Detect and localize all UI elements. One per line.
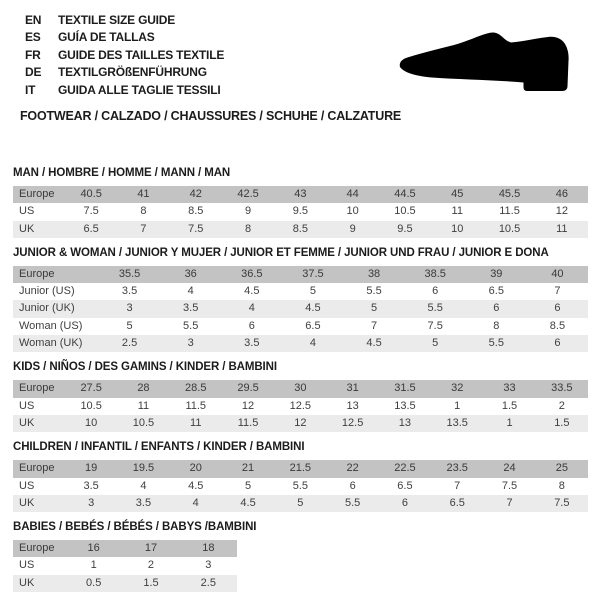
lang-row-es (25, 29, 224, 46)
size-cell: 17 (122, 540, 179, 557)
size-cell: 25 (536, 460, 588, 477)
size-cell: 5.5 (466, 335, 527, 352)
row-label: US (13, 203, 65, 220)
size-cell: 33.5 (536, 380, 588, 397)
size-cell: 44 (326, 186, 378, 203)
size-cell: 5.5 (405, 300, 466, 317)
lang-title: GUÍA DE TALLAS (58, 30, 155, 45)
man-size-table (13, 186, 588, 238)
lang-title: GUIDA ALLE TAGLIE TESSILI (58, 82, 221, 97)
language-title-list (25, 12, 224, 99)
size-cell: 16 (65, 540, 122, 557)
row-label: UK (13, 221, 65, 238)
size-cell: 18 (180, 540, 237, 557)
row-label: Woman (US) (13, 318, 99, 335)
size-cell: 41 (117, 186, 169, 203)
size-cell: 1.5 (536, 415, 588, 432)
junior-woman-size-section (13, 247, 588, 352)
size-cell: 2 (122, 557, 179, 574)
table-row (13, 318, 588, 335)
size-cell: 12.5 (274, 398, 326, 415)
size-cell: 10.5 (483, 221, 535, 238)
size-cell: 12 (536, 203, 588, 220)
category-heading: FOOTWEAR / CALZADO / CHAUSSURES / SCHUHE / CALZATURE (20, 109, 402, 123)
table-row (13, 495, 588, 512)
size-cell: 31.5 (379, 380, 431, 397)
size-cell: 42.5 (222, 186, 274, 203)
table-row (13, 415, 588, 432)
table-row (13, 398, 588, 415)
size-cell: 13.5 (431, 415, 483, 432)
size-cell: 9.5 (274, 203, 326, 220)
size-cell: 12.5 (326, 415, 378, 432)
size-cell: 4 (282, 335, 343, 352)
table-row (13, 478, 588, 495)
size-cell: 8 (117, 203, 169, 220)
size-cell: 3.5 (221, 335, 282, 352)
size-cell: 8 (466, 318, 527, 335)
size-cell: 10.5 (117, 415, 169, 432)
table-row (13, 300, 588, 317)
size-cell: 7.5 (536, 495, 588, 512)
size-cell: 37.5 (282, 266, 343, 283)
size-cell: 10.5 (65, 398, 117, 415)
size-cell: 44.5 (379, 186, 431, 203)
size-cell: 13 (326, 398, 378, 415)
size-cell: 19.5 (117, 460, 169, 477)
size-cell: 35.5 (99, 266, 160, 283)
size-cell: 3 (65, 495, 117, 512)
size-cell: 9.5 (379, 221, 431, 238)
size-cell: 8 (536, 478, 588, 495)
row-label: US (13, 478, 65, 495)
table-row (13, 186, 588, 203)
table-row (13, 335, 588, 352)
size-cell: 33 (483, 380, 535, 397)
size-cell: 7 (117, 221, 169, 238)
size-cell: 5 (344, 300, 405, 317)
table-row (13, 283, 588, 300)
row-label: Woman (UK) (13, 335, 99, 352)
lang-code: DE (25, 65, 42, 80)
size-tables (13, 167, 588, 600)
size-cell: 5 (405, 335, 466, 352)
size-cell: 10 (431, 221, 483, 238)
size-cell: 4.5 (170, 478, 222, 495)
size-cell: 45 (431, 186, 483, 203)
table-row (13, 460, 588, 477)
size-cell: 5 (222, 478, 274, 495)
lang-title: TEXTILGRÖßENFÜHRUNG (58, 65, 207, 80)
size-cell: 8 (222, 221, 274, 238)
size-cell: 6.5 (431, 495, 483, 512)
size-cell: 4 (170, 495, 222, 512)
size-cell: 6 (527, 300, 588, 317)
size-cell: 45.5 (483, 186, 535, 203)
size-cell: 28 (117, 380, 169, 397)
row-label: US (13, 557, 65, 574)
size-cell: 11.5 (222, 415, 274, 432)
dress-shoe-icon (398, 31, 575, 93)
size-cell: 7.5 (170, 221, 222, 238)
babies-table-title: BABIES / BEBÉS / BÉBÉS / BABYS /BAMBINI (13, 521, 257, 534)
size-cell: 10 (326, 203, 378, 220)
row-label: UK (13, 495, 65, 512)
size-cell: 22 (326, 460, 378, 477)
size-cell: 7 (431, 478, 483, 495)
size-cell: 5.5 (344, 283, 405, 300)
kids-table-title: KIDS / NIÑOS / DES GAMINS / KINDER / BAMBINI (13, 361, 277, 374)
table-row (13, 540, 237, 557)
size-cell: 20 (170, 460, 222, 477)
size-cell: 24 (483, 460, 535, 477)
size-cell: 7.5 (483, 478, 535, 495)
size-cell: 40 (527, 266, 588, 283)
row-label: UK (13, 415, 65, 432)
row-label: Europe (13, 186, 65, 203)
size-cell: 7 (344, 318, 405, 335)
size-cell: 6.5 (466, 283, 527, 300)
size-cell: 12 (222, 398, 274, 415)
size-cell: 40.5 (65, 186, 117, 203)
table-row (13, 203, 588, 220)
size-cell: 28.5 (170, 380, 222, 397)
row-label: Europe (13, 380, 65, 397)
size-cell: 2.5 (180, 575, 237, 592)
size-cell: 9 (222, 203, 274, 220)
size-cell: 38.5 (405, 266, 466, 283)
size-cell: 13 (379, 415, 431, 432)
size-cell: 1 (483, 415, 535, 432)
size-cell: 7 (527, 283, 588, 300)
size-cell: 1 (65, 557, 122, 574)
size-cell: 5 (99, 318, 160, 335)
size-cell: 23.5 (431, 460, 483, 477)
row-label: Europe (13, 460, 65, 477)
size-cell: 27.5 (65, 380, 117, 397)
size-cell: 3.5 (99, 283, 160, 300)
size-cell: 9 (326, 221, 378, 238)
size-cell: 4.5 (221, 283, 282, 300)
table-row (13, 380, 588, 397)
size-cell: 31 (326, 380, 378, 397)
size-cell: 3.5 (160, 300, 221, 317)
man-size-section (13, 167, 588, 238)
size-cell: 1.5 (122, 575, 179, 592)
size-cell: 21.5 (274, 460, 326, 477)
junior-woman-size-table (13, 266, 588, 352)
table-row (13, 575, 237, 592)
junior-woman-table-title: JUNIOR & WOMAN / JUNIOR Y MUJER / JUNIOR ET FEMME / JUNIOR UND FRAU / JUNIOR E DONA (13, 246, 549, 259)
size-cell: 1 (431, 398, 483, 415)
size-cell: 36 (160, 266, 221, 283)
size-cell: 6 (405, 283, 466, 300)
row-label: Junior (UK) (13, 300, 99, 317)
table-row (13, 266, 588, 283)
size-cell: 6 (379, 495, 431, 512)
size-cell: 46 (536, 186, 588, 203)
lang-code: FR (25, 47, 41, 62)
size-cell: 4 (221, 300, 282, 317)
lang-title: GUIDE DES TAILLES TEXTILE (58, 47, 225, 62)
size-cell: 1.5 (483, 398, 535, 415)
table-row (13, 557, 237, 574)
size-cell: 29.5 (222, 380, 274, 397)
size-cell: 4 (117, 478, 169, 495)
size-cell: 36.5 (221, 266, 282, 283)
size-cell: 43 (274, 186, 326, 203)
size-cell: 6.5 (379, 478, 431, 495)
size-cell: 42 (170, 186, 222, 203)
size-cell: 6 (221, 318, 282, 335)
size-cell: 8.5 (274, 221, 326, 238)
lang-row-fr (25, 47, 224, 64)
row-label: Junior (US) (13, 283, 99, 300)
size-cell: 3 (160, 335, 221, 352)
size-cell: 5.5 (326, 495, 378, 512)
size-cell: 2 (536, 398, 588, 415)
lang-row-de (25, 64, 224, 81)
size-cell: 5 (274, 495, 326, 512)
size-cell: 0.5 (65, 575, 122, 592)
size-cell: 2.5 (99, 335, 160, 352)
row-label: US (13, 398, 65, 415)
row-label: UK (13, 575, 65, 592)
size-cell: 38 (344, 266, 405, 283)
size-cell: 30 (274, 380, 326, 397)
size-cell: 4.5 (222, 495, 274, 512)
size-cell: 6 (326, 478, 378, 495)
size-cell: 6.5 (282, 318, 343, 335)
children-size-table (13, 460, 588, 512)
lang-row-en (25, 12, 224, 29)
size-cell: 21 (222, 460, 274, 477)
size-cell: 4 (160, 283, 221, 300)
kids-size-table (13, 380, 588, 432)
size-cell: 39 (466, 266, 527, 283)
size-cell: 11.5 (483, 203, 535, 220)
size-cell: 10 (65, 415, 117, 432)
size-cell: 6 (466, 300, 527, 317)
lang-code: IT (25, 82, 36, 97)
size-cell: 3 (99, 300, 160, 317)
size-cell: 7 (483, 495, 535, 512)
size-cell: 7.5 (65, 203, 117, 220)
size-cell: 11 (536, 221, 588, 238)
size-cell: 8.5 (527, 318, 588, 335)
lang-code: ES (25, 30, 41, 45)
size-cell: 8.5 (170, 203, 222, 220)
lang-row-it (25, 82, 224, 99)
kids-size-section (13, 361, 588, 432)
size-cell: 5.5 (274, 478, 326, 495)
size-cell: 4.5 (344, 335, 405, 352)
size-cell: 3 (180, 557, 237, 574)
table-row (13, 221, 588, 238)
size-cell: 12 (274, 415, 326, 432)
size-cell: 19 (65, 460, 117, 477)
row-label: Europe (13, 266, 99, 283)
size-cell: 5.5 (160, 318, 221, 335)
size-cell: 11 (431, 203, 483, 220)
size-cell: 10.5 (379, 203, 431, 220)
size-cell: 11 (117, 398, 169, 415)
size-cell: 11 (170, 415, 222, 432)
size-cell: 4.5 (282, 300, 343, 317)
lang-code: EN (25, 13, 42, 27)
size-cell: 11.5 (170, 398, 222, 415)
children-size-section (13, 441, 588, 512)
size-cell: 13.5 (379, 398, 431, 415)
size-cell: 3.5 (117, 495, 169, 512)
row-label: Europe (13, 540, 65, 557)
size-cell: 7.5 (405, 318, 466, 335)
size-cell: 32 (431, 380, 483, 397)
lang-title: TEXTILE SIZE GUIDE (58, 13, 176, 27)
babies-size-table (13, 540, 237, 592)
size-cell: 22.5 (379, 460, 431, 477)
children-table-title: CHILDREN / INFANTIL / ENFANTS / KINDER / BAMBINI (13, 441, 305, 454)
size-cell: 3.5 (65, 478, 117, 495)
size-cell: 6.5 (65, 221, 117, 238)
size-cell: 5 (282, 283, 343, 300)
size-cell: 6 (527, 335, 588, 352)
babies-size-section (13, 521, 588, 592)
man-table-title: MAN / HOMBRE / HOMME / MANN / MAN (13, 167, 231, 179)
